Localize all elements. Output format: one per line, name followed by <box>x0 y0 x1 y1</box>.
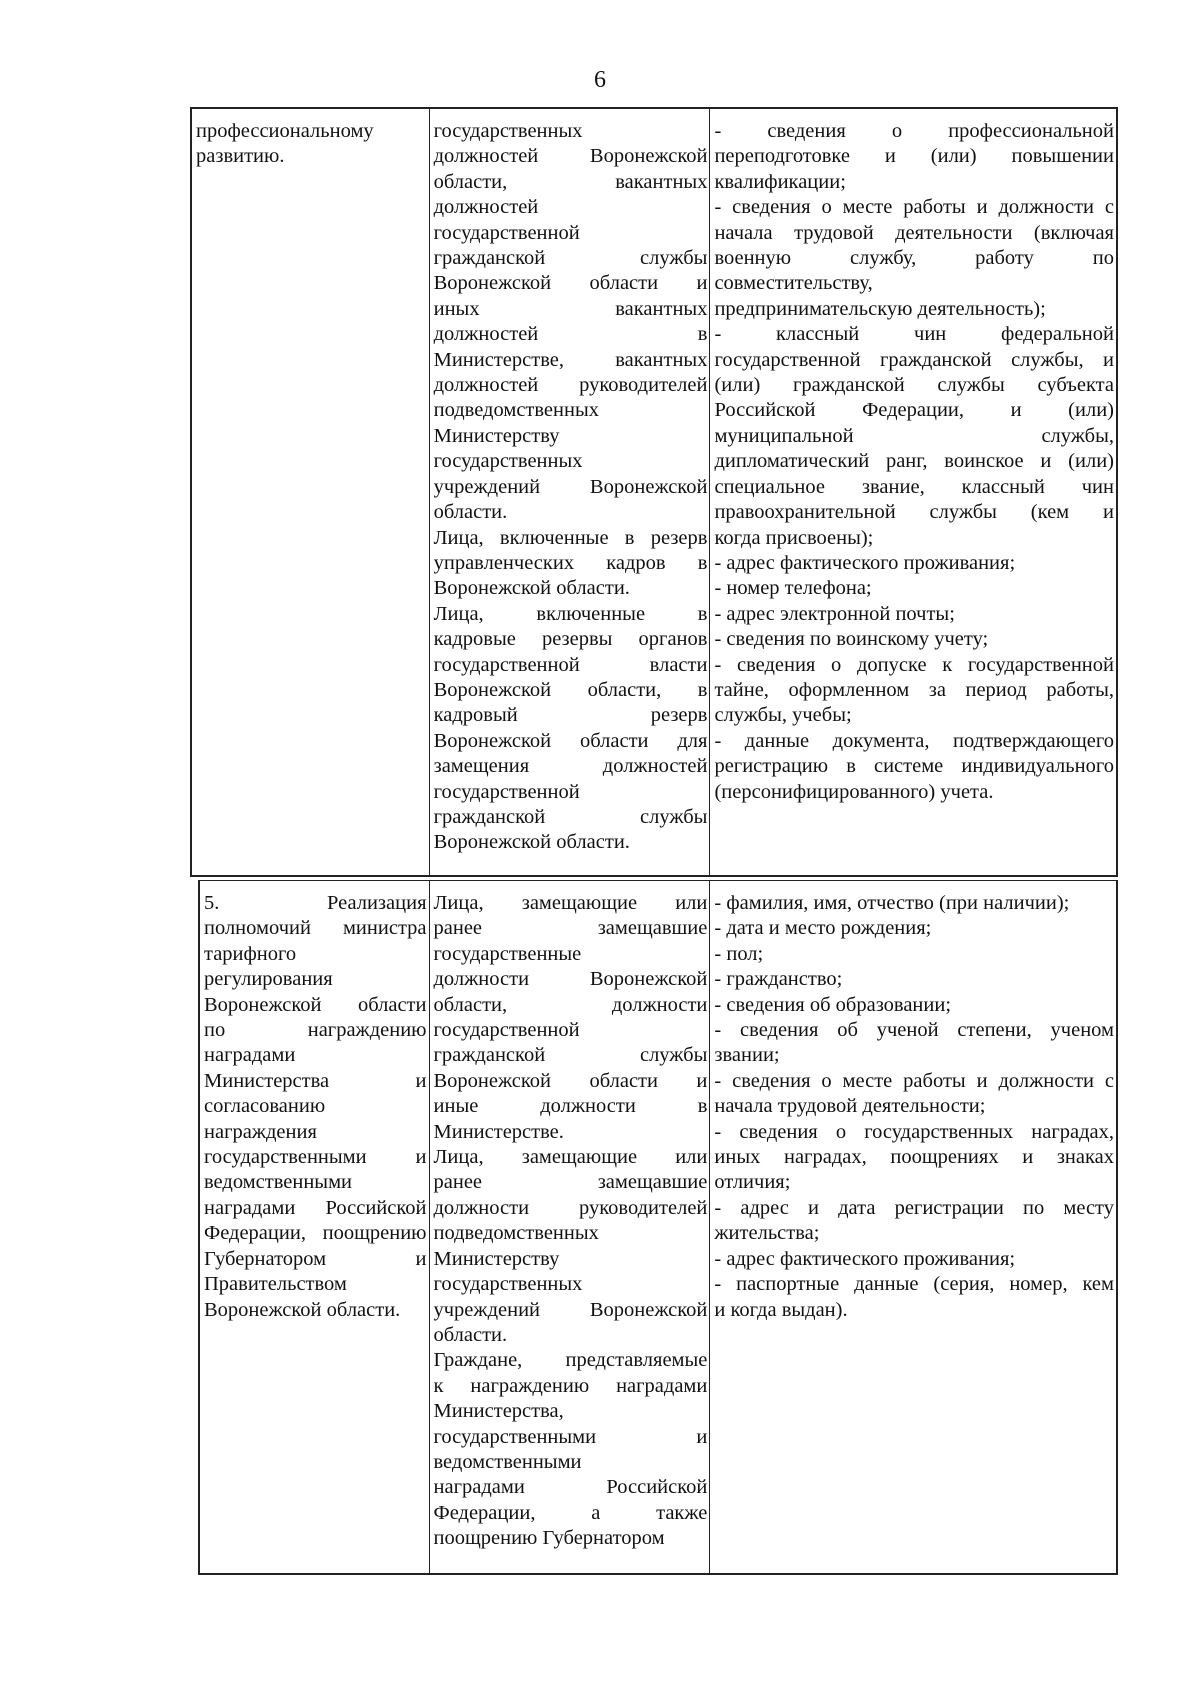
cell-text-line: развитию. <box>196 145 285 168</box>
cell-text-line: - адрес фактического проживания; <box>714 1247 1016 1270</box>
cell-text-line: подведомственных <box>433 399 600 422</box>
cell-text-line: иных вакантных <box>433 297 708 320</box>
cell-text-line: области, должности <box>433 993 708 1016</box>
cell-text-line: службы, учебы; <box>714 704 852 727</box>
cell-text-line: ранее замещавшие <box>433 917 708 940</box>
cell-text-line: Министерства и <box>204 1069 427 1092</box>
cell-text-line: должностей руководителей <box>433 374 708 397</box>
cell-text-line: государственной <box>433 780 580 803</box>
cell-text-line: начала трудовой деятельности (включая <box>714 221 1114 244</box>
cell-text-line: - сведения об ученой степени, ученом <box>714 1019 1114 1042</box>
cell-text-line: - адрес фактического проживания; <box>714 551 1016 574</box>
cell-text-line: - сведения о месте работы и должности с <box>714 196 1114 219</box>
cell-text-line: иные должности в <box>433 1095 708 1118</box>
cell-text-line: переподготовке и (или) повышении <box>714 145 1114 168</box>
personal-data-table-part-2 <box>198 880 1118 1575</box>
cell-text-line: Граждане, представляемые <box>433 1349 708 1372</box>
cell-text-line: полномочий министра <box>204 917 427 940</box>
cell-text-line: должностей в <box>433 323 708 346</box>
cell-text-line: согласованию <box>204 1095 326 1118</box>
cell-text-line: области. <box>433 1323 508 1346</box>
cell-text-line: муниципальной службы, <box>714 424 1114 447</box>
cell-text-line: - фамилия, имя, отчество (при наличии); <box>714 892 1070 914</box>
purpose-cell <box>191 108 429 876</box>
cell-text-line: тайне, оформленном за период работы, <box>714 678 1114 701</box>
cell-text-line: начала трудовой деятельности; <box>714 1095 986 1118</box>
cell-text-line: специальное звание, классный чин <box>714 475 1114 498</box>
cell-text-line: - пол; <box>714 942 764 965</box>
cell-text-line: - адрес и дата регистрации по месту <box>714 1196 1114 1219</box>
cell-text-line: Министерства, <box>433 1400 564 1423</box>
cell-text-line: награждения <box>204 1120 317 1143</box>
cell-text-line: когда присвоены); <box>714 526 874 549</box>
cell-text-line: кадровый резерв <box>433 704 708 727</box>
cell-text-line: (или) гражданской службы субъекта <box>714 374 1114 397</box>
cell-text-line: наградами <box>204 1044 296 1067</box>
subjects-cell <box>429 108 710 876</box>
cell-text-line: Федерации, поощрению <box>204 1222 427 1245</box>
cell-text-line: - адрес электронной почты; <box>714 602 955 625</box>
cell-text-line: кадровые резервы органов <box>433 628 708 651</box>
cell-text-line: предпринимательскую деятельность); <box>714 297 1046 320</box>
cell-text-line: Воронежской области и <box>433 272 708 295</box>
table-row <box>191 108 1117 876</box>
purpose-cell <box>199 881 429 1575</box>
cell-text-line: жительства; <box>714 1222 820 1245</box>
cell-text-line: - номер телефона; <box>714 577 872 600</box>
cell-text-line: и когда выдан). <box>714 1298 848 1321</box>
cell-text-line: к награждению наградами <box>433 1374 708 1397</box>
cell-text-line: Воронежской области для <box>433 729 708 752</box>
cell-text-line: должности Воронежской <box>433 968 708 991</box>
cell-text-line: Министерстве. <box>433 1120 564 1143</box>
cell-text-line: - сведения о месте работы и должности с <box>714 1069 1114 1092</box>
cell-text-line: государственных <box>433 1273 583 1296</box>
cell-text-line: регистрацию в системе индивидуального <box>714 755 1114 778</box>
cell-text-line: Федерации, а также <box>433 1501 708 1524</box>
cell-text-line: Лица, замещающие или <box>433 1146 708 1169</box>
cell-text-line: должностей Воронежской <box>433 145 708 168</box>
cell-text-line: Министерству <box>433 1247 560 1270</box>
cell-text-line: государственной власти <box>433 653 708 676</box>
cell-text-line: Лица, включенные в <box>433 602 708 625</box>
cell-text-line: квалификации; <box>714 170 846 193</box>
cell-text-line: 5. Реализация <box>204 892 427 914</box>
cell-text-line: Воронежской области, в <box>433 678 708 701</box>
cell-text-line: Лица, включенные в резерв <box>433 526 708 549</box>
cell-text-line: - паспортные данные (серия, номер, кем <box>714 1273 1114 1296</box>
page-number: 6 <box>594 67 606 93</box>
cell-text-line: - сведения об образовании; <box>714 993 952 1016</box>
cell-text-line: Воронежской области и <box>433 1069 708 1092</box>
data-categories-cell <box>710 881 1117 1575</box>
cell-text-line: ведомственными <box>204 1171 353 1194</box>
cell-text-line: - сведения о государственных наградах, <box>714 1120 1114 1143</box>
cell-text-line: ранее замещавшие <box>433 1171 708 1194</box>
cell-text-line: государственной <box>433 221 580 244</box>
cell-text-line: дипломатический ранг, воинское и (или) <box>714 450 1114 473</box>
cell-text-line: (персонифицированного) учета. <box>714 780 994 803</box>
cell-text-line: Воронежской области. <box>433 577 630 600</box>
cell-text-line: - сведения о допуске к государственной <box>714 653 1114 676</box>
cell-text-line: замещения должностей <box>433 755 708 778</box>
personal-data-table-part-1 <box>190 107 1118 877</box>
cell-text-line: тарифного <box>204 942 297 965</box>
data-categories-cell <box>710 108 1117 876</box>
cell-text-line: области. <box>433 501 508 524</box>
cell-text-line: гражданской службы <box>433 1044 708 1067</box>
subjects-cell <box>429 881 710 1575</box>
cell-text-line: государственной <box>433 1019 580 1042</box>
cell-text-line: - данные документа, подтверждающего <box>714 729 1114 752</box>
cell-text-line: области, вакантных <box>433 170 708 193</box>
cell-text-line: наградами Российской <box>204 1196 427 1219</box>
cell-text-line: поощрению Губернатором <box>433 1527 665 1550</box>
cell-text-line: подведомственных <box>433 1222 599 1245</box>
cell-text-line: - сведения о профессиональной <box>714 120 1114 142</box>
cell-text-line: отличия; <box>714 1171 791 1194</box>
cell-text-line: государственной гражданской службы, и <box>714 348 1114 371</box>
cell-text-line: - сведения по воинскому учету; <box>714 628 989 651</box>
cell-text-line: должности руководителей <box>433 1196 708 1219</box>
cell-text-line: совместительству, <box>714 272 873 295</box>
cell-text-line: должностей <box>433 196 539 219</box>
cell-text-line: по награждению <box>204 1019 427 1042</box>
cell-text-line: гражданской службы <box>433 805 708 828</box>
cell-text-line: Воронежской области. <box>433 831 630 854</box>
table-row <box>199 881 1117 1575</box>
cell-text-line: иных наградах, поощрениях и знаках <box>714 1146 1114 1169</box>
cell-text-line: правоохранительной службы (кем и <box>714 501 1114 524</box>
cell-text-line: - классный чин федеральной <box>714 323 1114 346</box>
cell-text-line: учреждений Воронежской <box>433 1298 708 1321</box>
cell-text-line: Правительством <box>204 1273 347 1296</box>
cell-text-line: Губернатором и <box>204 1247 427 1270</box>
cell-text-line: государственными и <box>204 1146 427 1169</box>
cell-text-line: управленческих кадров в <box>433 551 708 574</box>
cell-text-line: военную службу, работу по <box>714 247 1114 270</box>
cell-text-line: Воронежской области. <box>204 1298 401 1321</box>
cell-text-line: государственными и <box>433 1425 708 1448</box>
cell-text-line: - гражданство; <box>714 968 843 991</box>
cell-text-line: учреждений Воронежской <box>433 475 708 498</box>
cell-text-line: регулирования <box>204 968 333 991</box>
cell-text-line: государственные <box>433 942 582 965</box>
cell-text-line: Воронежской области <box>204 993 427 1016</box>
cell-text-line: профессиональному <box>196 120 374 142</box>
cell-text-line: гражданской службы <box>433 247 708 270</box>
cell-text-line: Министерстве, вакантных <box>433 348 708 371</box>
cell-text-line: ведомственными <box>433 1450 582 1473</box>
cell-text-line: Лица, замещающие или <box>433 892 708 914</box>
cell-text-line: Министерству <box>433 424 560 447</box>
cell-text-line: звании; <box>714 1044 780 1067</box>
cell-text-line: Российской Федерации, и (или) <box>714 399 1114 422</box>
cell-text-line: государственных <box>433 120 583 142</box>
cell-text-line: - дата и место рождения; <box>714 917 932 940</box>
cell-text-line: наградами Российской <box>433 1476 708 1499</box>
cell-text-line: государственных <box>433 450 583 473</box>
